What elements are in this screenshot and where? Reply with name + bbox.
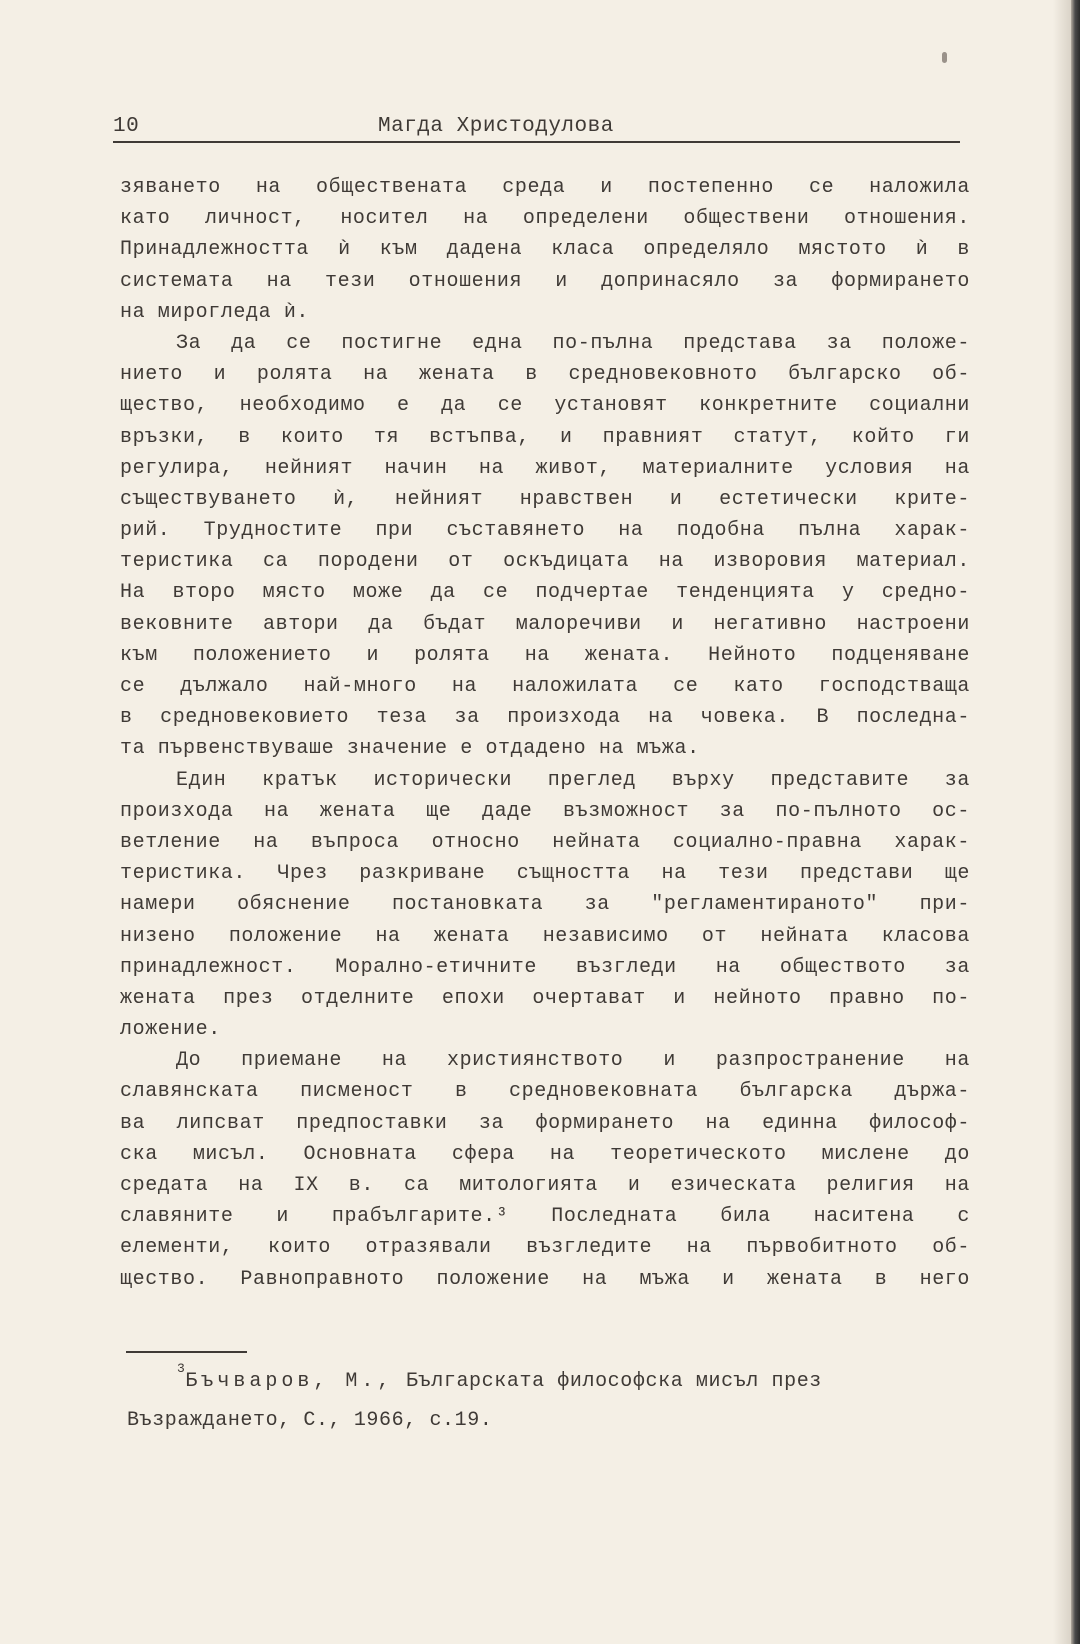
footnote xyxy=(127,1362,947,1440)
text-line: зяването на обществената среда и постепенно се наложила xyxy=(120,176,970,199)
text-line: Принадлежността ѝ към дадена класа определяло мястото ѝ в xyxy=(120,238,970,262)
text-line: та първенствуваше значение е отдадено на мъжа. xyxy=(120,737,700,761)
text-line: ложение. xyxy=(120,1018,221,1042)
text-line: теристика са породени от оскъдицата на изворовия материал. xyxy=(120,550,970,574)
footnote-title: Българската философска мисъл през xyxy=(406,1370,822,1393)
footnote-rule xyxy=(126,1351,247,1353)
text-line: като личност, носител на определени обществени отношения. xyxy=(120,207,970,231)
page-edge xyxy=(1071,0,1080,1644)
text-line: към положението и ролята на жената. Нейното подценяване xyxy=(120,643,970,667)
footnote-line-1 xyxy=(127,1362,947,1401)
text-line: До приемане на християнството и разпространение на xyxy=(176,1049,970,1073)
paper-speck xyxy=(942,52,947,63)
text-line: на мирогледа ѝ. xyxy=(120,300,310,324)
running-head: Магда Христодулова xyxy=(378,115,614,138)
text-line: теристика. Чрез разкриване същността на тези представи ще xyxy=(120,862,970,886)
text-line: нието и ролята на жената в средновековното българско об- xyxy=(120,363,970,387)
page-number: 10 xyxy=(113,115,140,138)
text-line: Един кратък исторически преглед върху представите за xyxy=(176,768,970,792)
text-line: намери обяснение постановката за "регламентираното" при- xyxy=(120,893,970,917)
body-text xyxy=(120,172,970,1295)
text-line: На второ място може да се подчертае тенденцията у средно- xyxy=(120,581,970,605)
footnote-line-2: Възраждането, С., 1966, с.19. xyxy=(127,1409,493,1432)
text-line: славянската писменост в средновековната българска държа- xyxy=(120,1080,970,1104)
text-line: ветление на въпроса относно нейната социално-правна харак- xyxy=(120,830,970,854)
text-line: елементи, които отразявали възгледите на първобитното об- xyxy=(120,1236,970,1260)
text-line: славяните и прабългарите.³ Последната била наситена с xyxy=(120,1205,970,1229)
text-line: щество, необходимо е да се установят конкретните социални xyxy=(120,394,970,418)
text-line: се дължало най-много на наложилата се като господстваща xyxy=(120,675,970,698)
text-line: вековните автори да бъдат малоречиви и негативно настроени xyxy=(120,612,970,636)
page-edge-shadow xyxy=(1053,0,1071,1644)
text-line: връзки, в които тя встъпва, и правният статут, който ги xyxy=(120,425,970,449)
text-line: жената през отделните епохи очертават и нейното правно по- xyxy=(120,986,970,1010)
text-line: в средновековието теза за произхода на човека. В последна- xyxy=(120,706,970,730)
footnote-marker: 3 xyxy=(177,1361,186,1376)
text-line: ска мисъл. Основната сфера на теоретическото мислене до xyxy=(120,1142,970,1166)
text-line: произхода на жената ще даде възможност за по-пълното ос- xyxy=(120,799,970,823)
footnote-author: Бъчваров, М., xyxy=(185,1370,394,1393)
text-line: щество. Равноправното положение на мъжа и жената в него xyxy=(120,1267,970,1291)
text-line: средата на IX в. са митологията и езическата религия на xyxy=(120,1174,970,1197)
text-line: За да се постигне една по-пълна представа за положе- xyxy=(176,331,970,355)
page-header xyxy=(113,113,960,143)
text-line: системата на тези отношения и допринасяло за формирането xyxy=(120,269,970,293)
text-line: ва липсват предпоставки за формирането на единна философ- xyxy=(120,1111,970,1135)
text-line: принадлежност. Морално-етичните възгледи на обществото за xyxy=(120,955,970,979)
text-line: съществуването ѝ, нейният нравствен и естетически крите- xyxy=(120,487,970,511)
text-line: рий. Трудностите при съставянето на подобна пълна харак- xyxy=(120,519,970,543)
text-line: низено положение на жената независимо от нейната класова xyxy=(120,924,970,948)
text-line: регулира, нейният начин на живот, материалните условия на xyxy=(120,456,970,480)
